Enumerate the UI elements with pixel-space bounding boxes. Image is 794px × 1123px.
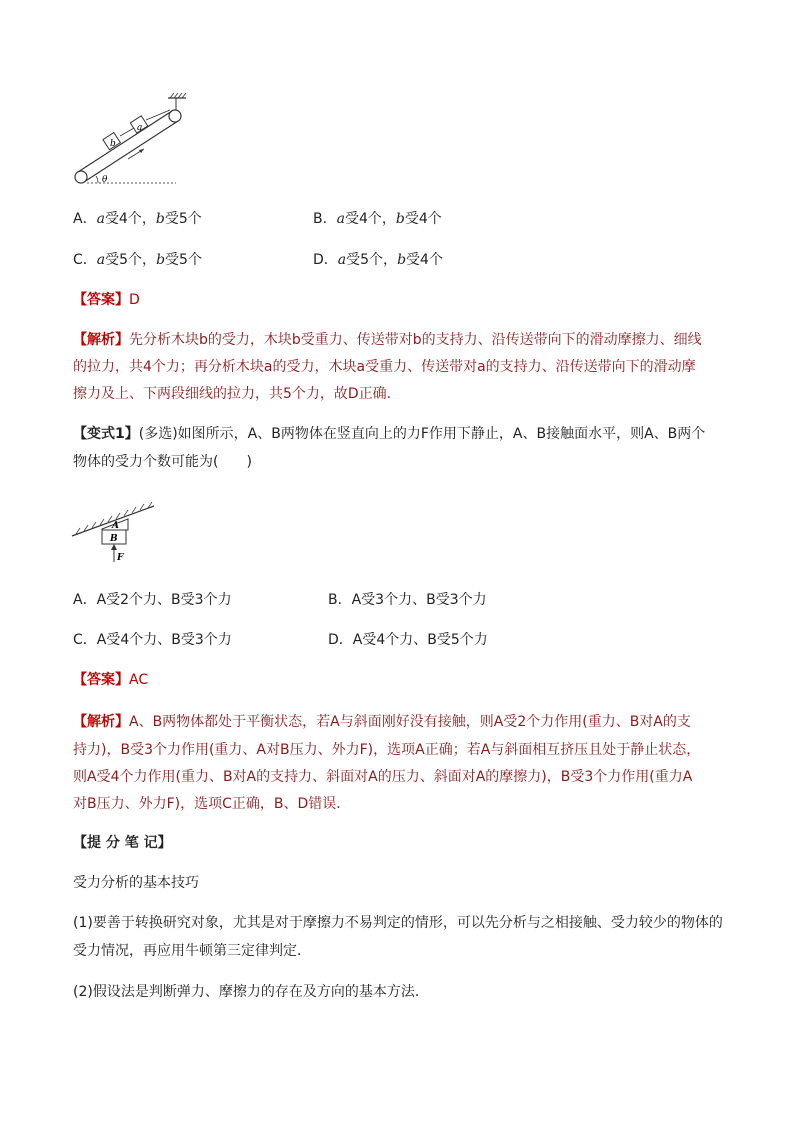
blocks-ab-figure	[68, 492, 158, 564]
q2-analysis-line-4: 对B压力、外力F)，选项C正确，B、D错误．	[73, 796, 351, 812]
q1-analysis-line-1: 【解析】先分析木块b的受力，木块b受重力、传送带对b的支持力、沿传送带向下的滑动摩擦力、细线	[73, 332, 702, 348]
q1-option-c: C．a受5个，b受5个	[73, 252, 202, 268]
notes-title: 受力分析的基本技巧	[73, 875, 199, 891]
block-B-label: B	[110, 534, 118, 544]
angle-theta-label: θ	[102, 175, 108, 185]
q2-option-c: C．A受4个力、B受3个力	[73, 632, 232, 648]
answer-tag: 【答案】	[73, 672, 129, 688]
q1-analysis-line-2: 的拉力，共4个力；再分析木块a的受力，木块a受重力、传送带对a的支持力、沿传送带向下的滑动摩	[73, 359, 696, 375]
conveyor-belt-figure	[68, 92, 188, 190]
q1-option-a: A．a受4个，b受5个	[73, 211, 202, 227]
q2-option-a: A．A受2个力、B受3个力	[73, 592, 232, 608]
analysis-tag: 【解析】	[73, 714, 129, 730]
q1-answer: 【答案】D	[73, 292, 140, 308]
force-F-label: F	[117, 553, 124, 563]
q2-answer: 【答案】AC	[73, 672, 149, 688]
q1-analysis-line-3: 擦力及上、下两段细线的拉力，共5个力，故D正确．	[73, 386, 401, 402]
q2-stem-line-2: 物体的受力个数可能为( )	[73, 454, 252, 470]
block-A-label: A	[112, 521, 119, 531]
notes-item-2: (2)假设法是判断弹力、摩擦力的存在及方向的基本方法．	[73, 984, 429, 1000]
q1-option-b: B．a受4个，b受4个	[313, 211, 442, 227]
block-a-label: a	[137, 123, 143, 133]
q2-option-d: D．A受4个力、B受5个力	[328, 632, 488, 648]
notes-item-1-line-2: 受力情况，再应用牛顿第三定律判定．	[73, 943, 311, 959]
variant-tag: 【变式1】	[73, 426, 139, 442]
q1-option-d: D．a受5个，b受4个	[313, 252, 443, 268]
q2-analysis-line-2: 持力)，B受3个力作用(重力、A对B压力、外力F)，选项A正确；若A与斜面相互挤压且处于静止状态，	[73, 742, 701, 758]
q2-stem-line-1: 【变式1】(多选)如图所示，A、B两物体在竖直向上的力F作用下静止，A、B接触面水平，则A、B两个	[73, 426, 706, 442]
notes-heading: 【提 分 笔 记】	[73, 835, 172, 851]
q2-option-b: B．A受3个力、B受3个力	[328, 592, 487, 608]
analysis-tag: 【解析】	[73, 332, 129, 348]
block-b-label: b	[110, 139, 116, 149]
notes-item-1-line-1: (1)要善于转换研究对象，尤其是对于摩擦力不易判定的情形，可以先分析与之相接触、受力较少的物体的	[73, 915, 723, 931]
answer-tag: 【答案】	[73, 292, 129, 308]
q2-analysis-line-3: 则A受4个力作用(重力、B对A的支持力、斜面对A的压力、斜面对A的摩擦力)，B受3个力作用(重力A	[73, 769, 693, 785]
q2-analysis-line-1: 【解析】A、B两物体都处于平衡状态，若A与斜面刚好没有接触，则A受2个力作用(重力、B对A的支	[73, 714, 691, 730]
